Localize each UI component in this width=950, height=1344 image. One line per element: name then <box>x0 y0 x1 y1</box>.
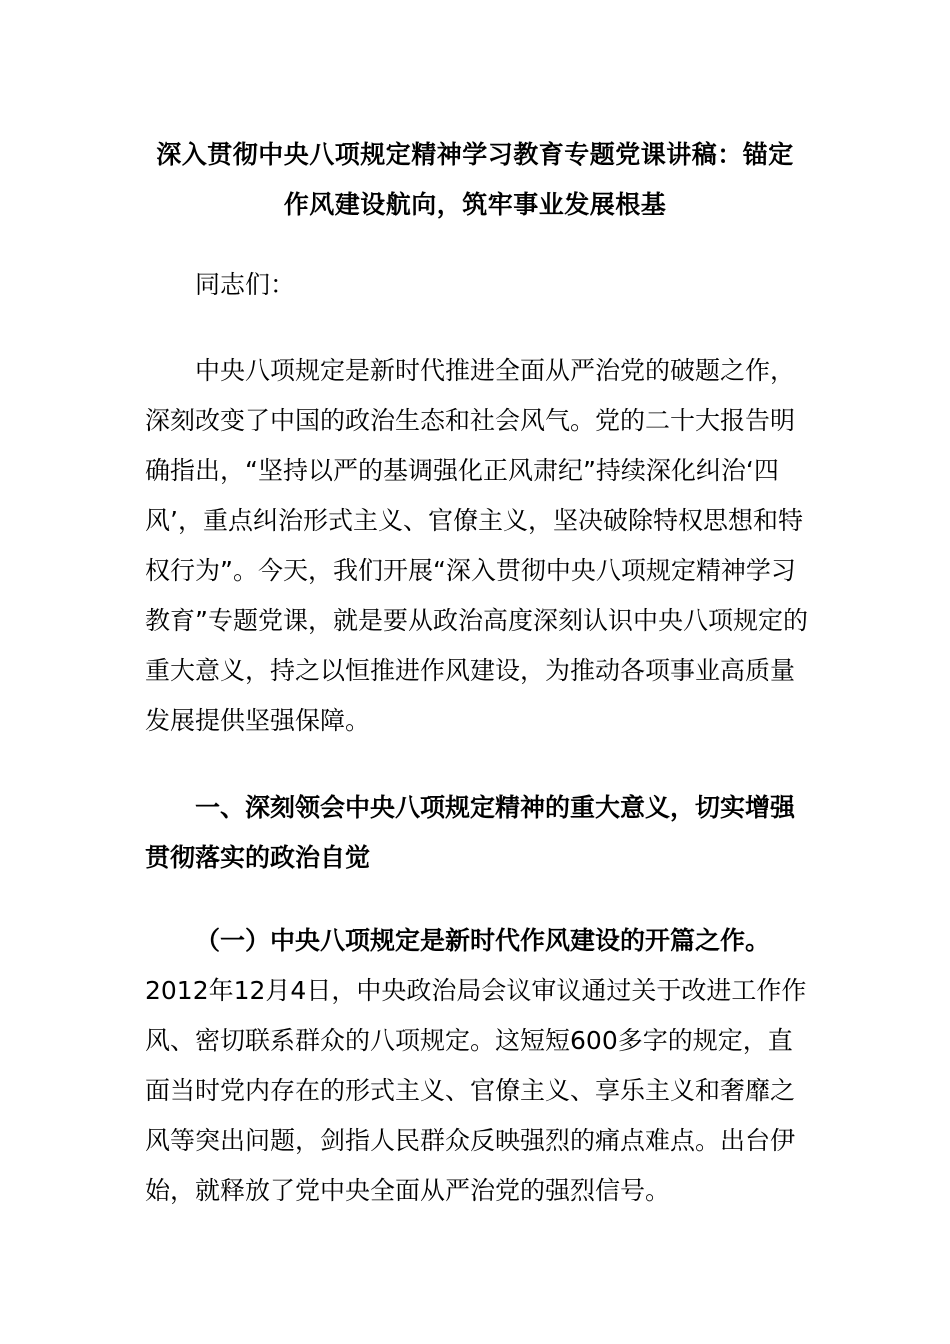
subsection-heading-1: （一）中央八项规定是新时代作风建设的开篇之作。 <box>195 926 771 955</box>
salutation: 同志们： <box>195 270 296 299</box>
section-heading-1: 一、深刻领会中央八项规定精神的重大意义，切实增强贯彻落实的政治自觉 <box>145 793 796 872</box>
subsection-body-1: 2012年12月4日，中央政治局会议审议通过关于改进工作作风、密切联系群众的八项规定。这短短600多字的规定，直面当时党内存在的形式主义、官僚主义、享乐主义和奢靡之风等突出问题，剑指人民群众反映强烈的痛点难点。出台伊始，就释放了党中央全面从严治党的强烈信号。 <box>145 976 807 1205</box>
title-line-2: 作风建设航向，筑牢事业发展根基 <box>283 190 667 219</box>
intro-paragraph: 中央八项规定是新时代推进全面从严治党的破题之作，深刻改变了中国的政治生态和社会风气。党的二十大报告明确指出，“坚持以严的基调强化正风肃纪”持续深化纠治‘四风’，重点纠治形式主义、官僚主义，坚决破除特权思想和特权行为”。今天，我们开展“深入贯彻中央八项规定精神学习教育”专题党课，就是要从政治高度深刻认识中央八项规定的重大意义，持之以恒推进作风建设，为推动各项事业高质量发展提供坚强保障。 <box>145 356 808 735</box>
document-title <box>145 130 805 230</box>
subsection-paragraph-1 <box>145 916 810 1216</box>
title-line-1: 深入贯彻中央八项规定精神学习教育专题党课讲稿：锚定 <box>156 140 794 169</box>
